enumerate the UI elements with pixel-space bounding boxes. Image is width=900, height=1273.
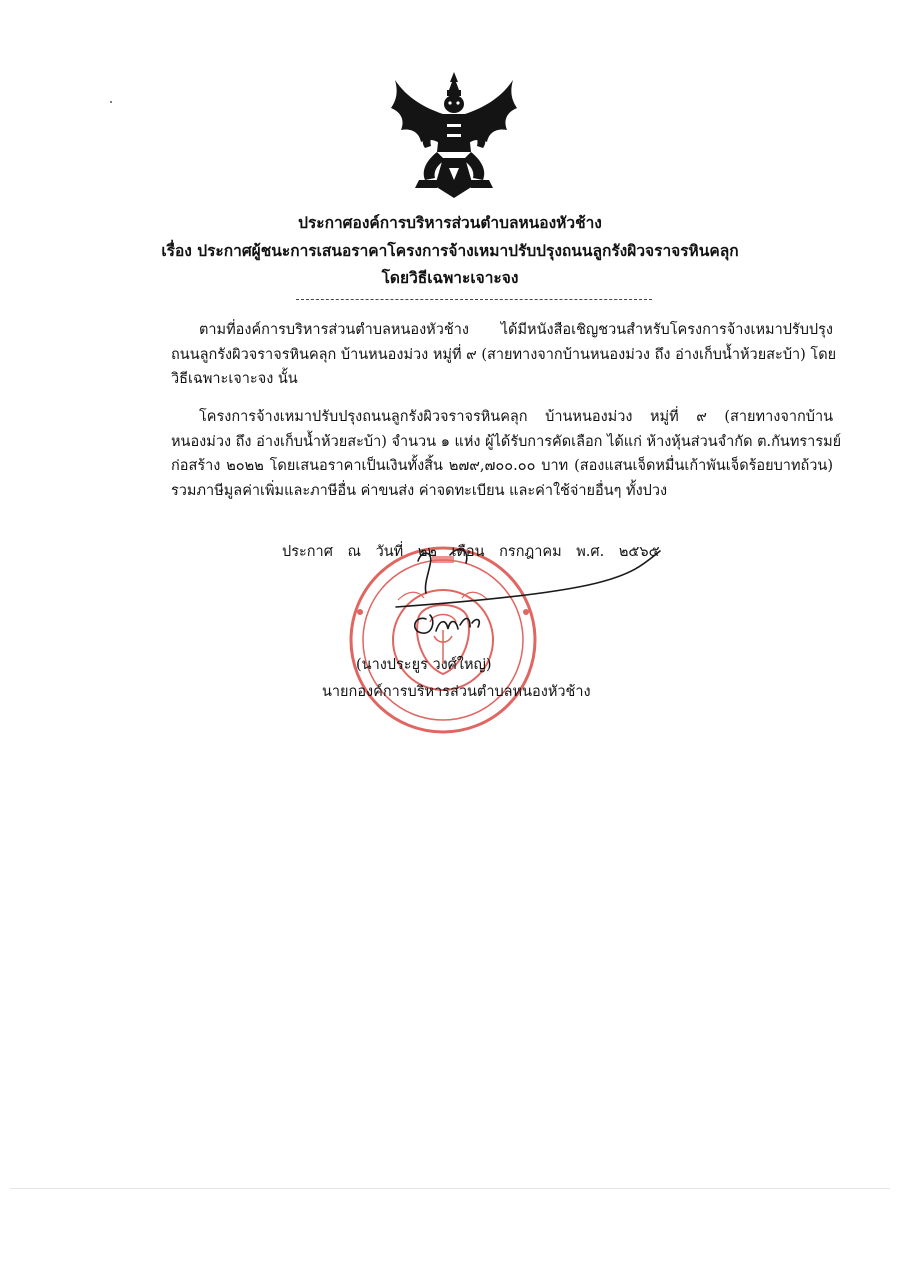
- paragraph-line: ถนนลูกรังผิวจราจรหินคลุก บ้านหนองม่วง หมู่ที่ ๙ (สายทางจากบ้านหนองม่วง ถึง อ่างเก็บน้ำห้วยสะบ้า) โดย: [171, 346, 837, 363]
- scan-speck: [110, 101, 112, 103]
- document-method: โดยวิธีเฉพาะเจาะจง: [381, 268, 519, 287]
- signer-name: (นางประยูร วงศ์ใหญ่): [356, 657, 492, 673]
- announce-year: ๒๕๖๕: [618, 544, 660, 560]
- day-label: วันที่: [375, 544, 404, 560]
- announce-label: ประกาศ: [282, 544, 333, 560]
- year-label: พ.ศ.: [576, 544, 605, 560]
- garuda-emblem-icon: [385, 68, 523, 206]
- paragraph-line: รวมภาษีมูลค่าเพิ่มและภาษีอื่น ค่าขนส่ง ค่าจดทะเบียน และค่าใช้จ่ายอื่นๆ ทั้งปวง: [171, 482, 668, 499]
- paragraph-line: โครงการจ้างเหมาปรับปรุงถนนลูกรังผิวจราจรหินคลุก บ้านหนองม่วง หมู่ที่ ๙ (สายทางจากบ้าน: [199, 409, 833, 425]
- month-label: เดือน: [451, 544, 485, 560]
- signer-position: นายกองค์การบริหารส่วนตำบลหนองหัวช้าง: [322, 684, 591, 700]
- paragraph-intro: [171, 318, 837, 392]
- paragraph-line: ก่อสร้าง ๒๐๒๒ โดยเสนอราคาเป็นเงินทั้งสิ้น ๒๗๙,๗๐๐.๐๐ บาท (สองแสนเจ็ดหมื่นเก้าพันเจ็ดร้อยบาทถ้วน): [171, 458, 833, 474]
- paragraph-line: ตามที่องค์การบริหารส่วนตำบลหนองหัวช้าง ได้มีหนังสือเชิญชวนสำหรับโครงการจ้างเหมาปรับปรุง: [199, 322, 833, 338]
- document-title: ประกาศองค์การบริหารส่วนตำบลหนองหัวช้าง: [298, 213, 602, 232]
- scan-bottom-edge: [10, 1188, 890, 1189]
- document-subject: เรื่อง ประกาศผู้ชนะการเสนอราคาโครงการจ้างเหมาปรับปรุงถนนลูกรังผิวจราจรหินคลุก: [161, 241, 739, 260]
- announce-day: ๒๒: [417, 544, 437, 560]
- title-divider: [296, 299, 652, 300]
- paragraph-line: หนองม่วง ถึง อ่างเก็บน้ำห้วยสะบ้า) จำนวน ๑ แห่ง ผู้ได้รับการคัดเลือก ได้แก่ ห้างหุ้นส่วนจำกัด ต.กันทรารมย์: [171, 433, 842, 450]
- announce-at: ณ: [347, 544, 361, 560]
- paragraph-line: วิธีเฉพาะเจาะจง นั้น: [171, 371, 298, 387]
- announce-month: กรกฎาคม: [499, 544, 562, 560]
- paragraph-award: [171, 405, 842, 503]
